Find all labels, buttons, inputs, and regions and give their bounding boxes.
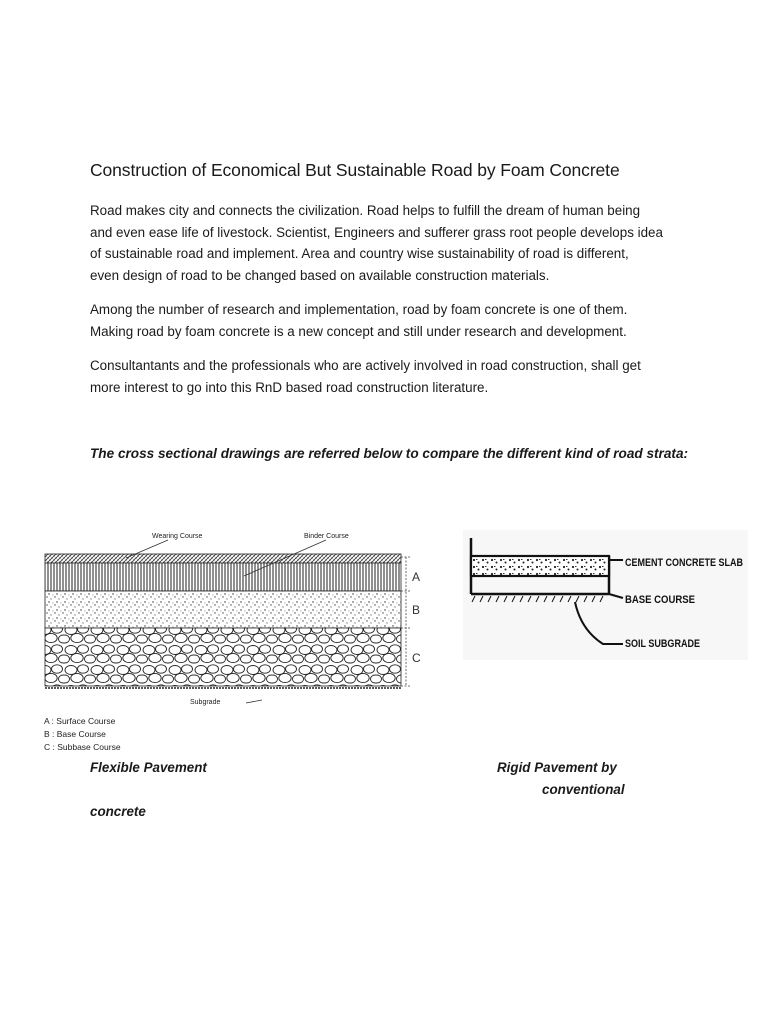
flexible-pavement-caption: Flexible Pavement [90,760,207,775]
research-paragraph [90,299,690,342]
subgrade-label: Subgrade [190,699,221,706]
layer-b-label: B [412,603,421,617]
layer-a-label: A [412,570,421,584]
soil-subgrade-label: SOIL SUBGRADE [625,638,700,650]
legend-surface-course: A : Surface Course [44,716,116,726]
legend-base-course: B : Base Course [44,729,106,739]
layer-c-label: C [412,651,421,665]
concrete-slab-layer [471,556,609,576]
paragraph-line: even design of road to be changed based on available construction materials. [90,268,550,284]
binder-course-label: Binder Course [304,533,349,540]
subbase-course-layer [45,628,401,686]
document-title: Construction of Economical But Sustainable Road by Foam Concrete [90,160,620,180]
paragraph-line: Road makes city and connects the civilization. Road helps to fulfill the dream of human being [90,203,641,218]
paragraph-line: Among the number of research and implementation, road by foam concrete is one of them. [90,302,628,317]
dimension-markers [401,557,411,686]
wearing-course-layer [45,554,401,563]
paragraph-line: more interest to go into this RnD based road construction literature. [90,379,489,395]
wearing-course-label: Wearing Course [152,533,203,540]
paragraph-line: and even ease life of livestock. Scientist, Engineers and sufferer grass root people develops idea [90,224,663,240]
rigid-pavement-caption-line2: conventional [542,782,625,797]
intro-paragraph [90,200,690,287]
flexible-pavement-diagram [38,524,428,754]
base-course-layer [45,591,401,628]
paragraph-line: Consultantants and the professionals who are actively involved in road construction, shall get [90,358,641,373]
legend-subbase-course: C : Subbase Course [44,742,121,752]
binder-course-layer [45,563,401,591]
cement-slab-label: CEMENT CONCRETE SLAB [625,557,744,569]
subgrade-leader [246,700,262,703]
rigid-pavement-caption-line3: concrete [90,804,146,819]
base-course-label: BASE COURSE [625,594,695,606]
consultants-paragraph [90,355,690,398]
paragraph-line: Making road by foam concrete is a new concept and still under research and development. [90,323,627,339]
paragraph-line: of sustainable road and implement. Area and country wise sustainability of road is different, [90,246,629,262]
rigid-pavement-diagram [463,530,748,660]
rigid-pavement-caption: Rigid Pavement by [497,760,617,775]
figures-heading: The cross sectional drawings are referred below to compare the different kind of road strata: [90,446,689,461]
